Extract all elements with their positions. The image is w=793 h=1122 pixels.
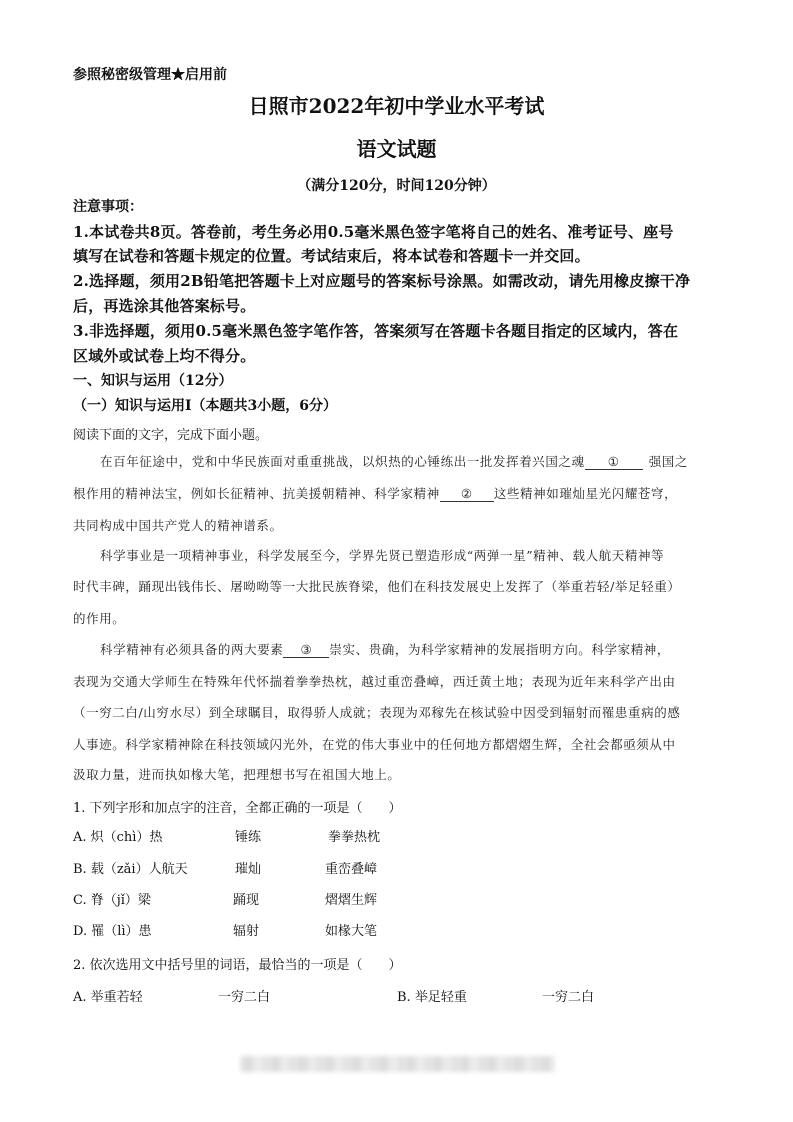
option-word: 一穷二白 xyxy=(218,990,271,1005)
fill-blank-1: ① xyxy=(585,456,643,470)
option-a: A. 炽（chì）热 xyxy=(73,830,163,845)
option-d: D. 罹（lì）患 xyxy=(73,924,152,939)
option-word: 踊现 xyxy=(233,893,260,908)
passage-line: 共同构成中国共产党人的精神谱系。 xyxy=(73,518,283,533)
option-a: A. 举重若轻 xyxy=(73,990,143,1005)
passage-text: 崇实、贵确，为科学家精神的发展指明方向。科学家精神， xyxy=(329,642,671,657)
option-word: 辐射 xyxy=(233,924,260,939)
passage-line xyxy=(100,452,688,470)
passage-line: 的作用。 xyxy=(73,611,126,626)
notice-line: 后，再选涂其他答案标号。 xyxy=(73,297,256,315)
notice-line: 区域外或试卷上均不得分。 xyxy=(73,347,256,365)
passage-text: 科学精神有必须具备的两大要素 xyxy=(100,642,284,657)
passage-line: 汲取力量，进而执如椽大笔，把理想书写在祖国大地上。 xyxy=(73,767,401,782)
option-word: 如椽大笔 xyxy=(325,924,378,939)
passage-text: 根作用的精神法宝，例如长征精神、抗美援朝精神、科学家精神 xyxy=(73,486,440,501)
notice-line: 3.非选择题，须用0.5毫米黑色签字笔作答，答案须写在答题卡各题目指定的区域内，答在 xyxy=(73,322,679,340)
passage-line: （一穷二白/山穷水尽）到全球瞩目，取得骄人成就；表现为邓稼先在核试验中因受到辐射而罹患重病的感 xyxy=(73,705,681,720)
option-word: 一穷二白 xyxy=(542,990,595,1005)
fill-blank-3: ③ xyxy=(283,644,329,658)
option-word: 拳拳热枕 xyxy=(328,830,381,845)
fill-blank-2: ② xyxy=(440,488,494,502)
notice-heading: 注意事项： xyxy=(73,199,143,215)
passage-line: 人事迹。科学家精神除在科技领域闪光外，在党的伟大事业中的任何地方都熠熠生辉，全社会都亟须从中 xyxy=(73,737,676,752)
subject-title: 语文试题 xyxy=(356,137,437,161)
score-time: （满分120分，时间120分钟） xyxy=(297,178,496,194)
passage-line: 科学事业是一项精神事业，科学发展至今，学界先贤已塑造形成“两弹一星”精神、载人航天精神等 xyxy=(100,548,665,563)
section-heading: 一、知识与运用（12分） xyxy=(73,373,233,389)
passage-line xyxy=(73,484,677,502)
option-b: B. 举足轻重 xyxy=(397,990,467,1005)
passage-line xyxy=(100,640,670,658)
exam-title: 日照市2022年初中学业水平考试 xyxy=(248,94,545,118)
option-word: 锤练 xyxy=(235,830,262,845)
question-stem: 2. 依次选用文中括号里的词语，最恰当的一项是（ ） xyxy=(73,958,402,973)
passage-line: 表现为交通大学师生在特殊年代怀揣着拳拳热枕，越过重峦叠嶂，西迁黄土地；表现为近年来科学产出由 xyxy=(73,674,676,689)
passage-text: 在百年征途中，党和中华民族面对重重挑战，以炽热的心锤练出一批发挥着兴国之魂 xyxy=(100,454,585,469)
secret-label: 参照秘密级管理★启用前 xyxy=(73,67,227,83)
option-word: 璀灿 xyxy=(235,862,262,877)
passage-text: 这些精神如璀灿星光闪耀苍穹， xyxy=(493,486,678,501)
option-word: 熠熠生辉 xyxy=(325,893,378,908)
option-b: B. 载（zǎi）人航天 xyxy=(73,862,188,877)
notice-line: 填写在试卷和答题卡规定的位置。考试结束后，将本试卷和答题卡一并交回。 xyxy=(73,247,590,265)
notice-line: 1.本试卷共8页。答卷前，考生务必用0.5毫米黑色签字笔将自己的姓名、准考证号、座号 xyxy=(73,223,674,241)
subsection-heading: （一）知识与运用Ⅰ（本题共3小题，6分） xyxy=(73,398,338,414)
blurred-footer xyxy=(240,1056,555,1072)
passage-line: 时代丰碑，踊现出钱伟长、屠呦呦等一大批民族脊梁，他们在科技发展史上发挥了（举重若轻/举足轻重） xyxy=(73,579,681,594)
question-stem: 1. 下列字形和加点字的注音，全都正确的一项是（ ） xyxy=(73,801,402,816)
reading-instruction: 阅读下面的文字，完成下面小题。 xyxy=(73,428,269,443)
option-word: 重峦叠嶂 xyxy=(325,862,378,877)
passage-text: 强国之 xyxy=(648,454,689,469)
notice-line: 2.选择题，须用2B铅笔把答题卡上对应题号的答案标号涂黑。如需改动，请先用橡皮擦干净 xyxy=(73,272,691,290)
option-c: C. 脊（jǐ）梁 xyxy=(73,893,151,908)
